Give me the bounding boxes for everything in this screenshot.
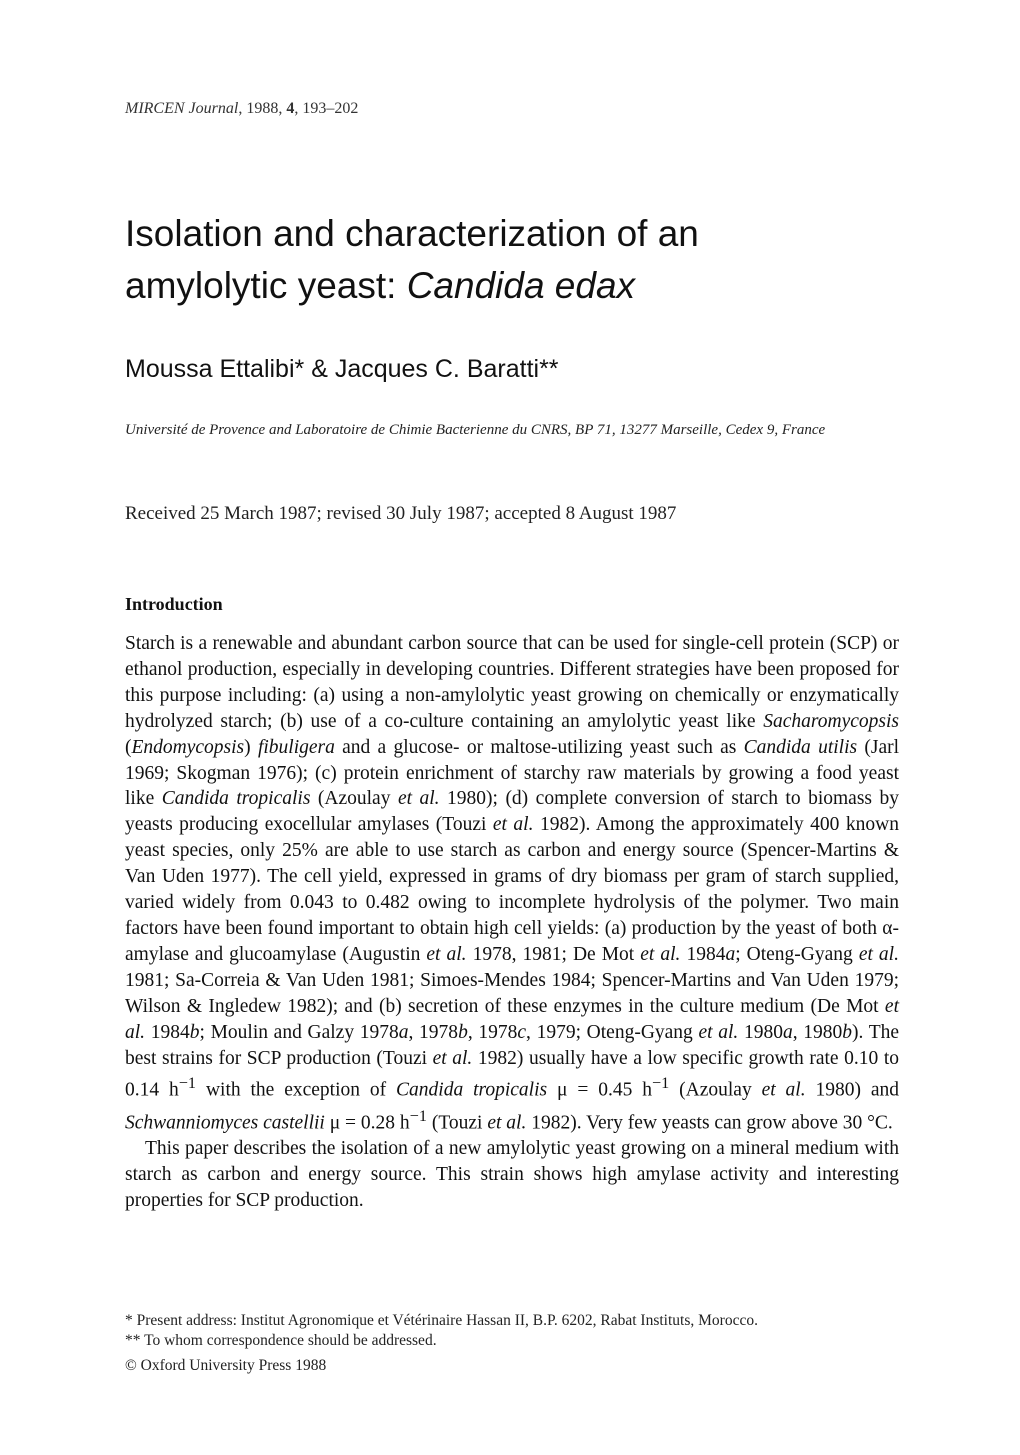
italic-run: et al.	[492, 814, 534, 836]
italic-run: b	[189, 1021, 200, 1043]
italic-run: et al.	[397, 788, 440, 810]
italic-run: et al.	[858, 943, 899, 965]
text-run: ; Moulin and Galzy 1978	[199, 1021, 399, 1043]
title-line-1: Isolation and characterization of an	[125, 213, 699, 254]
italic-run: a	[398, 1021, 409, 1043]
italic-run: Sacharomycopsis	[763, 710, 899, 732]
footnote-present-address: * Present address: Institut Agronomique et Vétérinaire Hassan II, B.P. 6202, Rabat Instituts, Morocco.	[125, 1312, 758, 1329]
text-run: (Azoulay	[310, 788, 398, 810]
section-heading-introduction: Introduction	[125, 594, 223, 614]
text-run: , 1979; Oteng-Gyang	[526, 1021, 699, 1043]
text-run: μ = 0.28 h	[324, 1112, 410, 1134]
italic-run: a	[782, 1021, 793, 1043]
title-species: Candida edax	[406, 265, 636, 306]
italic-run: et al.	[698, 1021, 739, 1043]
intro-paragraph-1	[125, 631, 899, 1136]
journal-year: 1988	[246, 100, 279, 117]
italic-run: b	[842, 1021, 853, 1043]
superscript: −1	[651, 1074, 670, 1093]
text-run: 1978, 1981; De Mot	[466, 943, 641, 965]
italic-run: et al.	[432, 1047, 473, 1069]
italic-run: Candida tropicalis	[161, 788, 311, 810]
italic-run: et al.	[761, 1079, 806, 1101]
text-run: 1981; Sa-Correia & Van Uden 1981; Simoes-Mendes 1984; Spencer-Martins and Van Uden 1979; Wilson & Ingledew 1982); and (b) secretion of these enzymes in the culture medium (De Mot	[125, 969, 899, 1017]
italic-run: b	[458, 1021, 468, 1043]
copyright-notice: © Oxford University Press 1988	[125, 1357, 327, 1374]
text-run: 1982). Among the approximately 400 known yeast species, only 25% are able to use starch as carbon and energy source (Spencer-Martins & Van Uden 1977). The cell yield, expressed in grams of dry biomass per gram of starch supplied, varied widely from 0.043 to 0.482 owing to incomplete hydrolysis of the polymer. Two main factors have been found important to obtain high cell yields: (a) production by the yeast of both α-amylase and glucoamylase (Augustin	[125, 814, 899, 965]
text-run: (	[125, 736, 132, 758]
text-run: ; Oteng-Gyang	[735, 943, 859, 965]
text-run: with the exception of	[196, 1079, 397, 1101]
affiliation: Université de Provence and Laboratoire de Chimie Bacterienne du CNRS, BP 71, 13277 Marseille, Cedex 9, France	[125, 422, 826, 438]
text-run: 1982). Very few yeasts can grow above 30 °C.	[526, 1112, 893, 1134]
text-run: 1980	[738, 1021, 783, 1043]
introduction-body	[125, 631, 899, 1214]
text-run: 1982) usually have a low specific growth rate 0.10 to 0.14 h	[125, 1047, 899, 1101]
italic-run: Schwanniomyces castellii	[125, 1112, 325, 1134]
italic-run: et al.	[487, 1112, 527, 1134]
text-run: , 1978	[408, 1021, 459, 1043]
article-title	[125, 208, 905, 312]
text-run: (Jarl 1969; Skogman 1976); (c) protein enrichment of starchy raw materials by growing a food yeast like	[125, 736, 900, 810]
text-run: (Azoulay	[669, 1079, 762, 1101]
text-run: , 1978	[467, 1021, 518, 1043]
footnotes	[125, 1311, 905, 1376]
text-run: 1984	[680, 943, 726, 965]
text-run: 1980); (d) complete conversion of starch to biomass by yeasts producing exocellular amylases (Touzi	[125, 788, 899, 836]
text-run: μ = 0.45 h	[547, 1079, 652, 1101]
text-run: (Touzi	[426, 1112, 488, 1134]
journal-pages: 193–202	[302, 100, 359, 117]
text-run: 1980) and	[805, 1079, 900, 1101]
superscript: −1	[178, 1074, 197, 1093]
text-run: , 1980	[792, 1021, 843, 1043]
italic-run: a	[725, 943, 736, 965]
text-run: and a glucose- or maltose-utilizing yeast such as	[334, 736, 744, 758]
intro-paragraph-2: This paper describes the isolation of a new amylolytic yeast growing on a mineral medium with starch as carbon and energy source. This strain shows high amylase activity and interesting properties for SCP production.	[125, 1138, 899, 1212]
italic-run: et al.	[640, 943, 681, 965]
journal-name: MIRCEN Journal	[125, 100, 239, 117]
italic-run: fibuligera	[257, 736, 335, 758]
text-run: Starch is a renewable and abundant carbon source that can be used for single-cell protein (SCP) or ethanol production, especially in developing countries. Different strategies have been proposed for this purpose including: (a) using a non-amylolytic yeast growing on chemically or enzymatically hydrolyzed starch; (b) use of a co-culture containing an amylolytic yeast like	[125, 633, 899, 732]
authors: Moussa Ettalibi* & Jacques C. Baratti**	[125, 355, 559, 383]
received-dates: Received 25 March 1987; revised 30 July 1987; accepted 8 August 1987	[125, 503, 677, 524]
italic-run: Candida tropicalis	[396, 1079, 548, 1101]
italic-run: et al.	[125, 995, 899, 1043]
text-run: ). The best strains for SCP production (Touzi	[125, 1021, 900, 1069]
journal-citation: MIRCEN Journal, 1988, 4, 193–202	[125, 100, 359, 117]
italic-run: Endomycopsis	[131, 736, 245, 758]
italic-run: c	[517, 1021, 527, 1043]
superscript: −1	[409, 1106, 427, 1125]
text-run: )	[244, 736, 258, 758]
italic-run: Candida utilis	[743, 736, 858, 758]
title-line-2-prefix: amylolytic yeast:	[125, 265, 407, 306]
italic-run: et al.	[426, 943, 467, 965]
journal-volume: 4	[286, 100, 295, 117]
footnote-correspondence: ** To whom correspondence should be addressed.	[125, 1332, 437, 1349]
text-run: 1984	[145, 1021, 190, 1043]
